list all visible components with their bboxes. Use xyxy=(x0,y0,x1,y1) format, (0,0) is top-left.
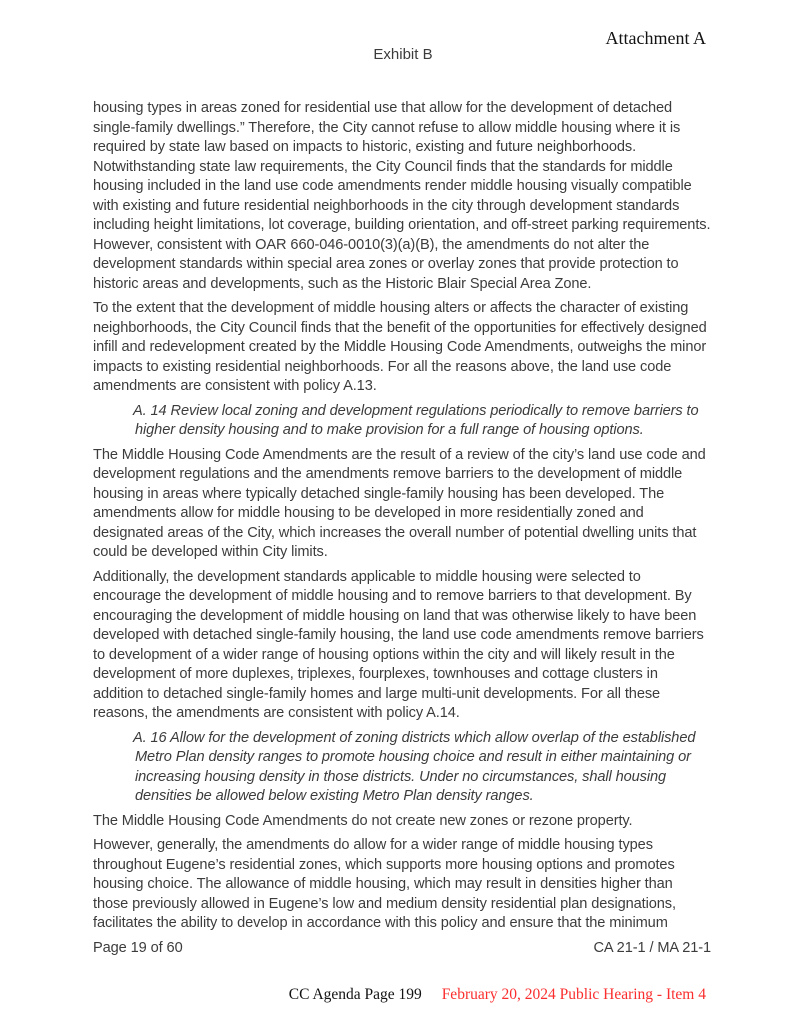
agenda-page-number: CC Agenda Page 199 xyxy=(288,986,422,1003)
paragraph-development-standards: Additionally, the development standards applicable to middle housing were selected to encourage the development of middle housing and to remove barriers to that development. By encouraging the development of middle housing on land that was otherwise likely to have been developed with detached single-family housing, the land use code amendments remove barriers to development of a wider range of housing options within the city and will likely result in the development of more duplexes, triplexes, fourplexes, townhouses and cottage clusters in addition to detached single-family homes and large multi-unit developments. For all these reasons, the amendments are consistent with policy A.14. xyxy=(93,568,704,721)
paragraph-code-review: The Middle Housing Code Amendments are the result of a review of the city’s land use code and development regulations and the amendments remove barriers to the development of middle housing in areas where typically detached single-family housing has been developed. The amendments allow for middle housing to be developed in more residentially zoned and designated areas of the City, which increases the overall number of potential dwelling units that could be developed within City limits. xyxy=(93,446,706,560)
paragraph-findings-compatibility: housing types in areas zoned for residential use that allow for the development of detached single-family dwellings.” Therefore, the City cannot refuse to allow middle housing where it is required by state law based on impacts to historic, existing and future neighborhoods. Notwithstanding state law requirements, the City Council finds that the standards for middle housing included in the land use code amendments render middle housing visually compatible with existing and future residential neighborhoods in the city through development standards including height limitations, lot coverage, building orientation, and off-street parking requirements. However, consistent with OAR 660-046-0010(3)(a)(B), the amendments do not alter the development standards within special area zones or overlay zones that provide protection to historic areas and developments, such as the Historic Blair Special Area Zone. xyxy=(93,100,711,292)
page-number: Page 19 of 60 xyxy=(93,939,183,956)
paragraph-no-rezone: The Middle Housing Code Amendments do not create new zones or rezone property. xyxy=(93,812,633,829)
paragraph-character-findings: To the extent that the development of middle housing alters or affects the character of existing neighborhoods, the City Council finds that the benefit of the opportunities for effectively designed infill and redevelopment created by the Middle Housing Code Amendments, outweighs the minor impacts to existing residential neighborhoods. For all the reasons above, the land use code amendments are consistent with policy A.13. xyxy=(93,300,707,394)
agenda-footer xyxy=(0,986,706,1004)
page-footer-line xyxy=(93,939,711,959)
case-number: CA 21-1 / MA 21-1 xyxy=(593,939,711,956)
policy-quote-a14: A. 14 Review local zoning and development regulations periodically to remove barriers to higher density housing and to make provision for a full range of housing options. xyxy=(133,402,699,438)
public-hearing-info: February 20, 2024 Public Hearing - Item 4 xyxy=(441,986,706,1003)
policy-quote-a16: A. 16 Allow for the development of zoning districts which allow overlap of the established Metro Plan density ranges to promote housing choice and result in either maintaining or increasing housing density in those districts. Under no circumstances, shall housing densities be allowed below existing Metro Plan density ranges. xyxy=(133,729,696,804)
attachment-label: Attachment A xyxy=(605,28,706,48)
paragraph-wider-range: However, generally, the amendments do allow for a wider range of middle housing types throughout Eugene’s residential zones, which supports more housing options and promotes housing choice. The allowance of middle housing, which may result in densities higher than those previously allowed in Eugene’s low and medium density residential plan designations, facilitates the ability to develop in accordance with this policy and ensure that the minimum xyxy=(93,837,676,931)
document-body xyxy=(93,99,711,958)
exhibit-label: Exhibit B xyxy=(373,46,433,63)
